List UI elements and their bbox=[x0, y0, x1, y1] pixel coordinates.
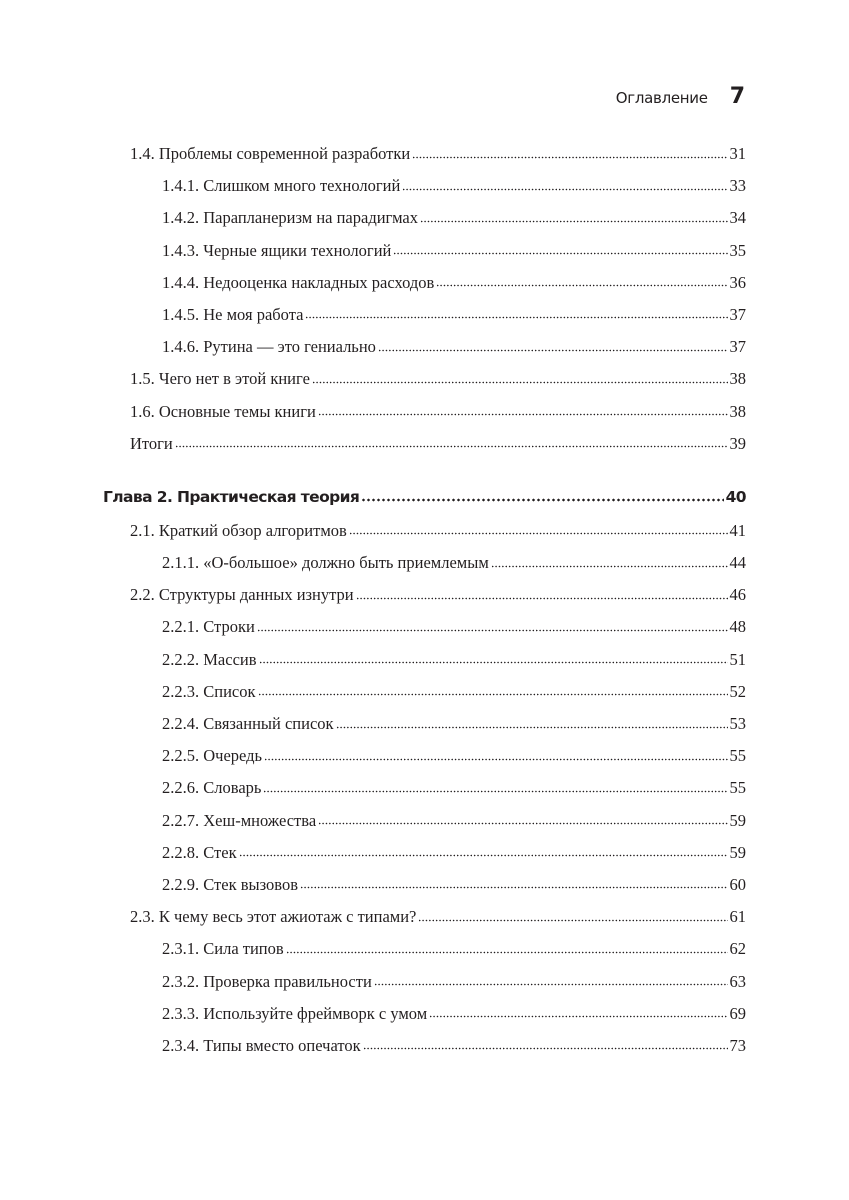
toc-entry bbox=[103, 337, 746, 369]
toc-entry-page: 41 bbox=[729, 520, 746, 540]
toc-chapter-entry bbox=[103, 488, 746, 521]
toc-entry-page: 35 bbox=[729, 240, 746, 260]
toc-entry-label: 2.2.6. Словарь bbox=[162, 778, 262, 798]
dot-leader bbox=[258, 693, 728, 697]
toc-entry-label: 2.2. Структуры данных изнутри bbox=[130, 585, 354, 605]
dot-leader bbox=[263, 789, 727, 793]
toc-entry bbox=[103, 778, 746, 810]
toc-entry bbox=[103, 682, 746, 714]
dot-leader bbox=[402, 187, 727, 191]
toc-entry-page: 40 bbox=[725, 487, 746, 506]
toc-entry bbox=[103, 746, 746, 778]
toc-entry-label: 2.2.7. Хеш-множества bbox=[162, 810, 317, 830]
dot-leader bbox=[418, 918, 727, 922]
toc-entry-label: 2.2.2. Массив bbox=[162, 649, 257, 669]
toc-entry-page: 33 bbox=[729, 176, 746, 196]
toc-entry bbox=[103, 907, 746, 939]
dot-leader bbox=[349, 532, 728, 536]
toc-entry bbox=[103, 939, 746, 971]
page-number: 7 bbox=[729, 84, 745, 109]
dot-leader bbox=[336, 725, 728, 729]
toc-entry-label: Глава 2. Практическая теория bbox=[103, 487, 360, 506]
toc-entry-label: 1.5. Чего нет в этой книге bbox=[130, 369, 310, 389]
toc-entry-label: 1.4.3. Черные ящики технологий bbox=[162, 240, 392, 260]
table-of-contents bbox=[103, 144, 746, 1068]
toc-entry-page: 37 bbox=[729, 337, 746, 357]
dot-leader bbox=[429, 1015, 727, 1019]
dot-leader bbox=[363, 1047, 728, 1051]
toc-entry bbox=[103, 1036, 746, 1068]
toc-entry-label: 2.2.9. Стек вызовов bbox=[162, 874, 298, 894]
toc-entry-label: 2.3.1. Сила типов bbox=[162, 939, 284, 959]
section-gap bbox=[103, 466, 746, 488]
toc-entry-page: 59 bbox=[729, 810, 746, 830]
dot-leader bbox=[378, 348, 728, 352]
toc-entry-page: 59 bbox=[729, 842, 746, 862]
toc-entry-label: 2.2.8. Стек bbox=[162, 842, 237, 862]
toc-entry-page: 48 bbox=[729, 617, 746, 637]
dot-leader bbox=[305, 316, 727, 320]
toc-entry-page: 31 bbox=[729, 144, 746, 163]
toc-entry-label: 2.2.5. Очередь bbox=[162, 746, 263, 766]
toc-entry-label: 1.4.1. Слишком много технологий bbox=[162, 176, 401, 196]
toc-entry bbox=[103, 1004, 746, 1036]
toc-entry bbox=[103, 305, 746, 337]
toc-entry bbox=[103, 402, 746, 434]
toc-entry bbox=[103, 811, 746, 843]
toc-entry bbox=[103, 972, 746, 1004]
dot-leader bbox=[374, 983, 728, 987]
toc-entry bbox=[103, 617, 746, 649]
toc-entry-label: 1.4.6. Рутина — это гениально bbox=[162, 337, 376, 357]
dot-leader bbox=[257, 628, 728, 632]
toc-entry-page: 63 bbox=[729, 971, 746, 991]
toc-entry bbox=[103, 369, 746, 401]
toc-entry-label: 1.4. Проблемы современной разработки bbox=[130, 144, 411, 163]
running-header-title: Оглавление bbox=[615, 89, 708, 107]
toc-entry-page: 37 bbox=[729, 304, 746, 324]
toc-entry-label: 1.4.2. Парапланеризм на парадигмах bbox=[162, 208, 418, 228]
dot-leader bbox=[356, 596, 728, 600]
toc-entry bbox=[103, 241, 746, 273]
toc-entry-label: 2.3.3. Используйте фреймворк с умом bbox=[162, 1003, 428, 1023]
dot-leader bbox=[491, 564, 728, 568]
dot-leader bbox=[175, 445, 728, 449]
toc-entry bbox=[103, 521, 746, 553]
dot-leader bbox=[436, 284, 727, 288]
toc-entry-label: 2.2.4. Связанный список bbox=[162, 714, 334, 733]
toc-entry-page: 39 bbox=[729, 433, 746, 453]
toc-entry-page: 55 bbox=[729, 778, 746, 798]
dot-leader bbox=[312, 380, 728, 384]
toc-entry-page: 44 bbox=[729, 553, 746, 573]
toc-entry-label: 2.2.3. Список bbox=[162, 681, 256, 701]
toc-entry-page: 62 bbox=[729, 939, 746, 959]
toc-entry-label: 1.4.4. Недооценка накладных расходов bbox=[162, 272, 435, 292]
dot-leader bbox=[259, 661, 728, 665]
toc-entry bbox=[103, 843, 746, 875]
toc-entry-label: 2.3. К чему весь этот ажиотаж с типами? bbox=[130, 907, 417, 927]
toc-entry-label: 1.6. Основные темы книги bbox=[130, 401, 316, 421]
toc-entry-page: 46 bbox=[729, 585, 746, 605]
toc-entry-label: 1.4.5. Не моя работа bbox=[162, 304, 304, 324]
dot-leader bbox=[264, 757, 727, 761]
dot-leader bbox=[412, 155, 727, 159]
toc-entry-label: 2.1.1. «О-большое» должно быть приемлемым bbox=[162, 553, 489, 573]
dot-leader bbox=[393, 252, 727, 256]
toc-entry-label: 2.1. Краткий обзор алгоритмов bbox=[130, 520, 347, 540]
toc-entry-page: 55 bbox=[729, 746, 746, 766]
dot-leader bbox=[300, 886, 728, 890]
toc-entry-page: 38 bbox=[729, 369, 746, 389]
toc-entry bbox=[103, 208, 746, 240]
toc-entry bbox=[103, 875, 746, 907]
toc-entry-page: 52 bbox=[729, 681, 746, 701]
toc-entry bbox=[103, 585, 746, 617]
toc-entry bbox=[103, 714, 746, 746]
toc-entry-page: 38 bbox=[729, 401, 746, 421]
toc-entry bbox=[103, 176, 746, 208]
toc-entry-label: 2.3.4. Типы вместо опечаток bbox=[162, 1035, 361, 1055]
toc-entry bbox=[103, 553, 746, 585]
toc-entry-label: 2.3.2. Проверка правильности bbox=[162, 971, 372, 991]
toc-entry-label: Итоги bbox=[130, 433, 173, 453]
dot-leader bbox=[318, 822, 727, 826]
toc-entry-page: 61 bbox=[729, 907, 746, 927]
running-header bbox=[616, 84, 745, 109]
toc-entry-page: 34 bbox=[729, 208, 746, 228]
dot-leader bbox=[361, 498, 723, 502]
toc-entry-page: 73 bbox=[729, 1035, 746, 1055]
dot-leader bbox=[239, 854, 728, 858]
dot-leader bbox=[318, 413, 728, 417]
toc-entry-page: 69 bbox=[729, 1003, 746, 1023]
toc-entry-page: 51 bbox=[729, 649, 746, 669]
toc-entry bbox=[103, 434, 746, 466]
toc-entry bbox=[103, 650, 746, 682]
dot-leader bbox=[286, 950, 728, 954]
toc-entry-page: 36 bbox=[729, 272, 746, 292]
toc-entry-label: 2.2.1. Строки bbox=[162, 617, 255, 637]
toc-entry bbox=[103, 273, 746, 305]
toc-entry-page: 60 bbox=[729, 874, 746, 894]
toc-entry-page: 53 bbox=[729, 714, 746, 733]
dot-leader bbox=[420, 219, 728, 223]
toc-entry bbox=[103, 144, 746, 176]
